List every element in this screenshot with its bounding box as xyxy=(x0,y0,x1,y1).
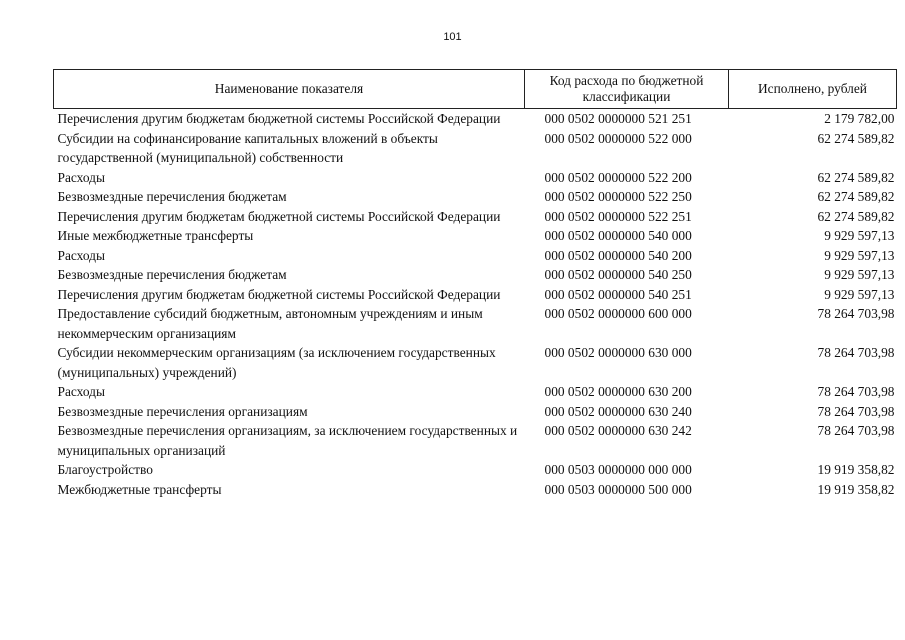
table-row xyxy=(54,187,897,207)
row-indicator-name: Безвозмездные перечисления организациям xyxy=(57,403,308,419)
row-indicator-name: Расходы xyxy=(57,247,105,263)
row-executed-amount: 78 264 703,98 xyxy=(817,384,895,399)
header-expense-code: Код расхода по бюджетной классификации xyxy=(525,70,729,109)
row-indicator-name: Перечисления другим бюджетам бюджетной системы Российской Федерации xyxy=(57,208,501,224)
row-expense-code: 000 0502 0000000 630 242 xyxy=(544,423,692,438)
row-expense-code: 000 0502 0000000 522 250 xyxy=(544,189,692,204)
row-indicator-name: Безвозмездные перечисления организациям, за исключением государственных и муниципальных организаций xyxy=(57,423,518,458)
row-indicator-name: Субсидии на софинансирование капитальных вложений в объекты государственной (муниципальной) собственности xyxy=(57,130,438,165)
row-expense-code: 000 0502 0000000 540 250 xyxy=(544,267,692,282)
row-expense-code: 000 0502 0000000 600 000 xyxy=(544,306,692,321)
row-indicator-name: Предоставление субсидий бюджетным, автономным учреждениям и иным некоммерческим организациям xyxy=(57,306,483,341)
row-indicator-name: Перечисления другим бюджетам бюджетной системы Российской Федерации xyxy=(57,111,501,126)
row-indicator-name: Благоустройство xyxy=(57,462,153,477)
row-indicator-name: Перечисления другим бюджетам бюджетной системы Российской Федерации xyxy=(57,286,501,302)
row-expense-code: 000 0502 0000000 630 240 xyxy=(544,403,692,419)
row-executed-amount: 2 179 782,00 xyxy=(824,111,895,126)
table-row xyxy=(54,304,897,343)
row-executed-amount: 78 264 703,98 xyxy=(817,345,895,360)
row-indicator-name: Безвозмездные перечисления бюджетам xyxy=(57,267,287,282)
row-expense-code: 000 0502 0000000 540 251 xyxy=(544,286,692,302)
row-expense-code: 000 0503 0000000 500 000 xyxy=(544,481,692,497)
row-executed-amount: 62 274 589,82 xyxy=(817,208,895,224)
row-executed-amount: 62 274 589,82 xyxy=(817,130,895,146)
row-expense-code: 000 0502 0000000 630 200 xyxy=(544,384,692,399)
row-executed-amount: 9 929 597,13 xyxy=(824,267,895,282)
table-body xyxy=(54,109,897,500)
row-expense-code: 000 0502 0000000 540 000 xyxy=(544,228,692,243)
row-indicator-name: Расходы xyxy=(57,169,105,185)
table-row xyxy=(54,109,897,129)
row-expense-code: 000 0502 0000000 630 000 xyxy=(544,345,692,360)
row-indicator-name: Безвозмездные перечисления бюджетам xyxy=(57,189,287,204)
table-row xyxy=(54,226,897,246)
row-indicator-name: Субсидии некоммерческим организациям (за исключением государственных (муниципальных) учреждений) xyxy=(57,345,496,380)
row-expense-code: 000 0502 0000000 522 251 xyxy=(544,208,692,224)
row-executed-amount: 9 929 597,13 xyxy=(824,247,895,263)
table-row xyxy=(54,460,897,480)
row-executed-amount: 19 919 358,82 xyxy=(817,481,895,497)
table-row xyxy=(54,402,897,422)
row-executed-amount: 62 274 589,82 xyxy=(817,189,895,204)
table-row xyxy=(54,480,897,500)
table-header xyxy=(54,70,897,109)
header-indicator-name: Наименование показателя xyxy=(54,70,525,109)
row-indicator-name: Иные межбюджетные трансферты xyxy=(57,228,254,243)
row-expense-code: 000 0502 0000000 521 251 xyxy=(544,111,692,126)
table-row xyxy=(54,382,897,402)
table-row xyxy=(54,421,897,460)
table-row xyxy=(54,343,897,382)
table-row xyxy=(54,285,897,305)
row-expense-code: 000 0502 0000000 522 200 xyxy=(544,169,692,185)
header-executed-amount: Исполнено, рублей xyxy=(729,70,897,109)
row-executed-amount: 9 929 597,13 xyxy=(824,228,895,243)
row-executed-amount: 19 919 358,82 xyxy=(817,462,895,477)
row-indicator-name: Расходы xyxy=(57,384,105,399)
row-expense-code: 000 0502 0000000 522 000 xyxy=(544,130,692,146)
row-indicator-name: Межбюджетные трансферты xyxy=(57,481,222,497)
row-executed-amount: 78 264 703,98 xyxy=(817,403,895,419)
table-row xyxy=(54,168,897,188)
header-row xyxy=(54,70,897,109)
row-expense-code: 000 0503 0000000 000 000 xyxy=(544,462,692,477)
table-row xyxy=(54,265,897,285)
table-row xyxy=(54,207,897,227)
row-executed-amount: 62 274 589,82 xyxy=(817,169,895,185)
page-number: 101 xyxy=(443,31,462,43)
row-executed-amount: 9 929 597,13 xyxy=(824,286,895,302)
row-executed-amount: 78 264 703,98 xyxy=(817,423,895,438)
row-expense-code: 000 0502 0000000 540 200 xyxy=(544,247,692,263)
budget-report-table xyxy=(53,69,897,499)
row-executed-amount: 78 264 703,98 xyxy=(817,306,895,321)
table-row xyxy=(54,246,897,266)
table-row xyxy=(54,129,897,168)
